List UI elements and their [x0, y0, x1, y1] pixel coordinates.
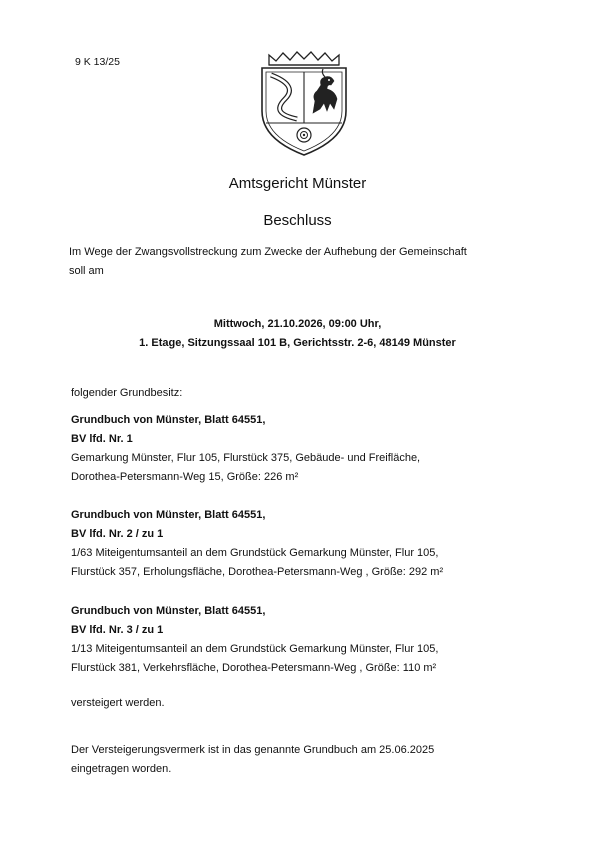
entry-description: Gemarkung Münster, Flur 105, Flurstück 375, Gebäude- und Freifläche,	[71, 452, 421, 464]
entry-description: 1/13 Miteigentumsanteil an dem Grundstück Gemarkung Münster, Flur 105,	[71, 643, 439, 655]
property-entry	[71, 411, 541, 487]
entry-heading: Grundbuch von Münster, Blatt 64551,	[71, 509, 266, 521]
note-line: eingetragen worden.	[71, 763, 172, 775]
entry-number: BV lfd. Nr. 3 / zu 1	[71, 624, 164, 636]
coat-of-arms-icon	[257, 51, 351, 157]
appointment-block	[0, 315, 595, 353]
registration-note	[71, 741, 541, 779]
closing-text: versteigert werden.	[71, 697, 165, 709]
entry-number: BV lfd. Nr. 1	[71, 433, 133, 445]
entry-description: Flurstück 357, Erholungsfläche, Dorothea-Petersmann-Weg , Größe: 292 m²	[71, 566, 444, 578]
following-label: folgender Grundbesitz:	[71, 387, 183, 399]
appointment-location: 1. Etage, Sitzungssaal 101 B, Gerichtsstr. 2-6, 48149 Münster	[139, 337, 456, 349]
entry-description: Flurstück 381, Verkehrsfläche, Dorothea-Petersmann-Weg , Größe: 110 m²	[71, 662, 437, 674]
document-title: Beschluss	[263, 212, 332, 229]
property-entry	[71, 506, 541, 582]
entry-heading: Grundbuch von Münster, Blatt 64551,	[71, 605, 266, 617]
appointment-date: Mittwoch, 21.10.2026, 09:00 Uhr,	[213, 318, 382, 330]
case-number: 9 K 13/25	[75, 56, 120, 68]
intro-line: soll am	[69, 265, 104, 277]
entry-description: Dorothea-Petersmann-Weg 15, Größe: 226 m²	[71, 471, 299, 483]
entry-heading: Grundbuch von Münster, Blatt 64551,	[71, 414, 266, 426]
property-entry	[71, 602, 541, 678]
intro-paragraph	[69, 243, 539, 281]
note-line: Der Versteigerungsvermerk ist in das genannte Grundbuch am 25.06.2025	[71, 744, 435, 756]
entry-number: BV lfd. Nr. 2 / zu 1	[71, 528, 164, 540]
court-name: Amtsgericht Münster	[228, 175, 367, 192]
intro-line: Im Wege der Zwangsvollstreckung zum Zwecke der Aufhebung der Gemeinschaft	[69, 246, 467, 258]
entry-description: 1/63 Miteigentumsanteil an dem Grundstück Gemarkung Münster, Flur 105,	[71, 547, 439, 559]
